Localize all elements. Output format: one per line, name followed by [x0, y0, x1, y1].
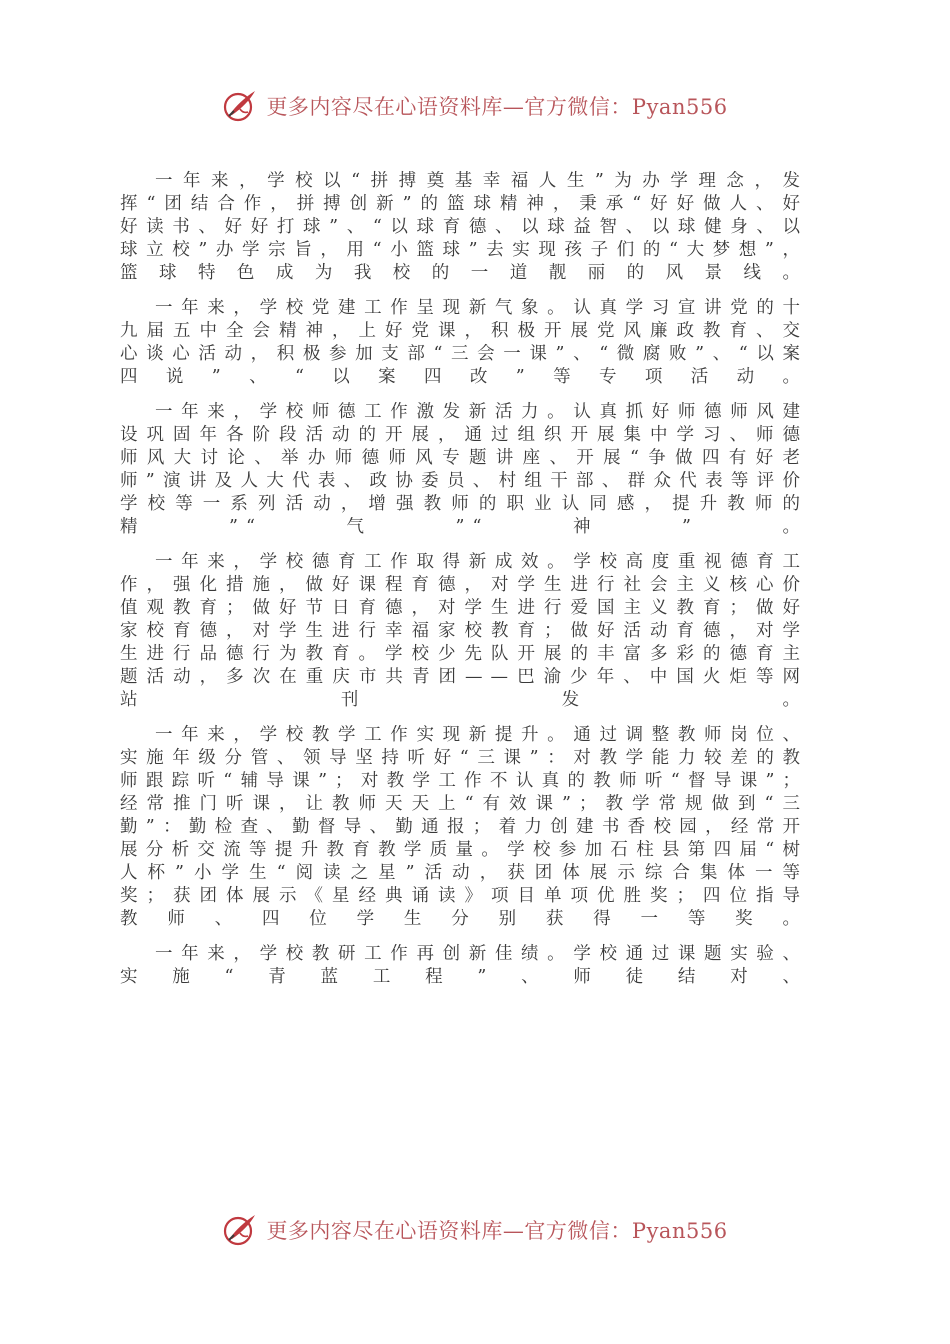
paragraph-moral-education: 一年来，学校德育工作取得新成效。学校高度重视德育工作，强化措施，做好课程育德，对学生进行社会主义核心价值观教育；做好节日育德，对学生进行爱国主义教育；做好家校育德，对学生进行幸福家校教育；做好活动育德，对学生进行品德行为教育。学校少先队开展的丰富多彩的德育主题活动，多次在重庆市共青团——巴渝少年、中国火炬等网站刊发。 — [120, 552, 808, 710]
paragraph-motto: 一年来，学校以“拼搏奠基幸福人生”为办学理念，发挥“团结合作，拼搏创新”的篮球精神，秉承“好好做人、好好读书、好好打球”、“以球育德、以球益智、以球健身、以球立校”办学宗旨，用“小篮球”去实现孩子们的“大梦想”，篮球特色成为我校的一道靓丽的风景线。 — [120, 171, 808, 283]
footer-banner-text: 更多内容尽在心语资料库—官方微信：Pyan556 — [266, 1219, 728, 1243]
header-banner — [0, 84, 950, 128]
quill-logo-icon — [222, 1212, 258, 1248]
paragraph-teacher-ethics: 一年来，学校师德工作激发新活力。认真抓好师德师风建设巩固年各阶段活动的开展，通过组织开展集中学习、师德师风大讨论、举办师德师风专题讲座、开展“争做四有好老师”演讲及人大代表、政协委员、村组干部、群众代表等评价学校等一系列活动，增强教师的职业认同感，提升教师的精”“气”“神”。 — [120, 402, 808, 537]
paragraph-teaching: 一年来，学校教学工作实现新提升。通过调整教师岗位、实施年级分管、领导坚持听好“三课”：对教学能力较差的教师跟踪听“辅导课”；对教学工作不认真的教师听“督导课”；经常推门听课，让教师天天上“有效课”；教学常规做到“三勤”：勤检查、勤督导、勤通报；着力创建书香校园，经常开展分析交流等提升教育教学质量。学校参加石柱县第四届“树人杯”小学生“阅读之星”活动，获团体展示综合集体一等奖；获团体展示《星经典诵读》项目单项优胜奖；四位指导教师、四位学生分别获得一等奖。 — [120, 725, 808, 929]
document-body — [120, 170, 808, 1001]
quill-logo-icon — [222, 88, 258, 124]
header-banner-text: 更多内容尽在心语资料库—官方微信：Pyan556 — [266, 95, 728, 119]
paragraph-party-building: 一年来，学校党建工作呈现新气象。认真学习宣讲党的十九届五中全会精神，上好党课，积极开展党风廉政教育、交心谈心活动，积极参加支部“三会一课”、“微腐败”、“以案四说”、“以案四改”等专项活动。 — [120, 298, 808, 387]
footer-banner — [0, 1208, 950, 1252]
paragraph-research: 一年来，学校教研工作再创新佳绩。学校通过课题实验、实施“青蓝工程”、师徒结对、 — [120, 944, 808, 987]
